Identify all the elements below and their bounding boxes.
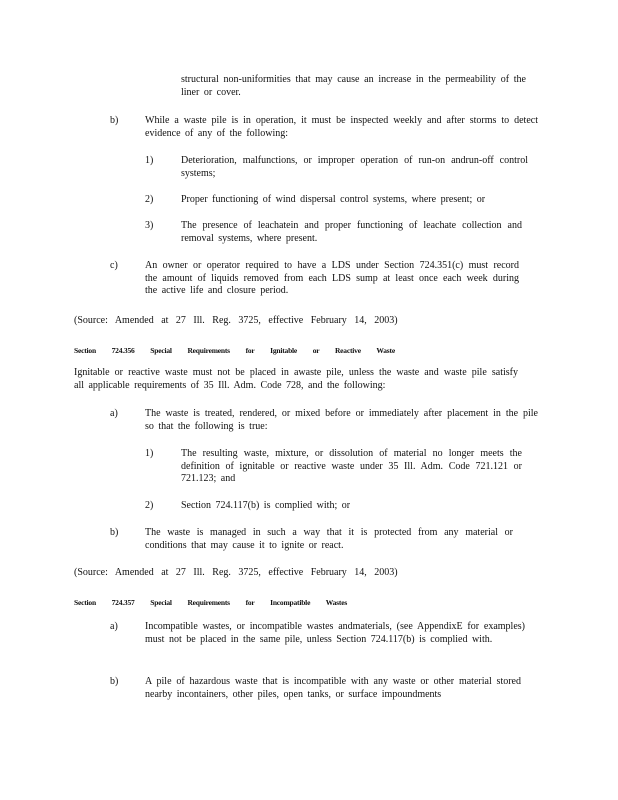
item-b-357-label: b) [110, 676, 119, 687]
item-b-text: While a waste pile is in operation, it must be inspected weekly and after storms to detect evidence of any of the following: [145, 115, 538, 139]
item-a-357-label: a) [110, 621, 118, 632]
source-note-1: (Source: Amended at 27 Ill. Reg. 3725, effective February 14, 2003) [74, 315, 398, 326]
item-b3-label: 3) [145, 220, 154, 231]
section-724-356-intro: Ignitable or reactive waste must not be placed in awaste pile, unless the waste and waste pile satisfy all applicable requirements of 35 Ill. Adm. Code 728, and the following: [74, 367, 518, 391]
item-a2-text: Section 724.117(b) is complied with; or [181, 500, 351, 511]
item-c-text: An owner or operator required to have a LDS under Section 724.351(c) must record the amount of liquids removed from each LDS sump at least once each week during the active life and closure period. [145, 260, 519, 296]
item-b2-label: 2) [145, 194, 154, 205]
item-b3-text: The presence of leachatein and proper functioning of leachate collection and removal systems, where present. [181, 220, 522, 244]
item-b-356-text: The waste is managed in such a way that it is protected from any material or conditions that may cause it to ignite or react. [145, 527, 513, 551]
item-a1-text: The resulting waste, mixture, or dissolution of material no longer meets the definition of ignitable or reactive waste under 35 Ill. Adm. Code 721.121 or 721.123; and [181, 448, 522, 484]
item-a2-label: 2) [145, 500, 154, 511]
item-a1-label: 1) [145, 448, 154, 459]
section-724-356-heading: Section 724.356 Special Requirements for Ignitable or Reactive Waste [74, 346, 395, 355]
continued-item-text: structural non-uniformities that may cause an increase in the permeability of the liner or cover. [181, 74, 526, 98]
source-note-2: (Source: Amended at 27 Ill. Reg. 3725, effective February 14, 2003) [74, 567, 398, 578]
item-b-357-text: A pile of hazardous waste that is incompatible with any waste or other material stored nearby incontainers, other piles, open tanks, or surface impoundments [145, 676, 521, 700]
item-b-label: b) [110, 115, 119, 126]
item-a-357-text: Incompatible wastes, or incompatible wastes andmaterials, (see AppendixE for examples) must not be placed in the same pile, unless Section 724.117(b) is complied with. [145, 621, 525, 645]
item-a-label: a) [110, 408, 118, 419]
section-724-357-heading: Section 724.357 Special Requirements for Incompatible Wastes [74, 598, 348, 607]
item-b2-text: Proper functioning of wind dispersal control systems, where present; or [181, 194, 486, 205]
item-c-label: c) [110, 260, 118, 271]
item-b-356-label: b) [110, 527, 119, 538]
item-b1-label: 1) [145, 155, 154, 166]
item-b1-text: Deterioration, malfunctions, or improper operation of run-on andrun-off control systems; [181, 155, 528, 179]
item-a-text: The waste is treated, rendered, or mixed before or immediately after placement in the pile so that the following is true: [145, 408, 538, 432]
